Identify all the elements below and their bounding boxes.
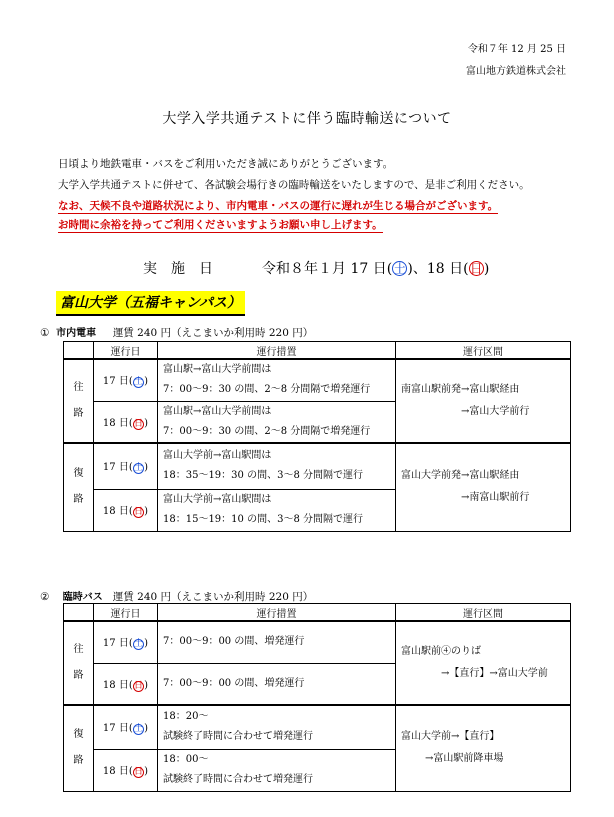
day-cell: 17 日(土) bbox=[94, 359, 158, 401]
intro-line-1: 日頃より地鉄電車・バスをご利用いただき誠にありがとうございます。 bbox=[58, 158, 394, 170]
sunday-mark: 日 bbox=[469, 261, 483, 276]
table-row bbox=[64, 359, 571, 401]
day-cell: 18 日(日) bbox=[94, 401, 158, 443]
table-row bbox=[64, 443, 571, 489]
day-cell: 17 日(土) bbox=[94, 621, 158, 663]
saturday-mark: 土 bbox=[393, 261, 407, 276]
day-cell: 18 日(日) bbox=[94, 489, 158, 531]
campus-heading: 富山大学（五福キャンパス） bbox=[56, 291, 245, 316]
warning-line-1: なお、天候不良や道路状況により、市内電車・バスの運行に遅れが生じる場合がございます。 bbox=[58, 200, 499, 212]
measure-cell: 7：00～9：00 の間、増発運行 bbox=[158, 621, 396, 663]
column-header: 運行日 bbox=[94, 342, 158, 360]
measure-cell: 7：00～9：00 の間、増発運行 bbox=[158, 663, 396, 705]
measure-cell: 富山大学前→富山駅間は 18：15～19：10 の間、3～8 分間隔で運行 bbox=[158, 489, 396, 531]
section-1-heading: ① 市内電車 運賃 240 円（えこまいか利用時 220 円） bbox=[40, 327, 314, 339]
direction-outbound: 往 路 bbox=[64, 621, 94, 705]
measure-cell: 富山大学前→富山駅間は 18：35～19：30 の間、3～8 分間隔で運行 bbox=[158, 443, 396, 489]
day-cell: 17 日(土) bbox=[94, 705, 158, 749]
measure-cell: 18：00～ 試験終了時間に合わせて増発運行 bbox=[158, 749, 396, 791]
column-header: 運行区間 bbox=[396, 604, 571, 622]
day-cell: 18 日(日) bbox=[94, 663, 158, 705]
column-header: 運行区間 bbox=[396, 342, 571, 360]
range-cell: 富山大学前→【直行】 →富山駅前降車場 bbox=[396, 705, 571, 791]
range-cell: 富山大学前発→富山駅経由 →南富山駅前行 bbox=[396, 443, 571, 531]
table-header-row bbox=[64, 342, 571, 360]
section-2-table bbox=[63, 603, 571, 792]
section-2-heading: ② 臨時バス 運賃 240 円（えこまいか利用時 220 円） bbox=[40, 591, 314, 603]
direction-return: 復 路 bbox=[64, 705, 94, 791]
measure-cell: 富山駅→富山大学前間は 7：00～9：30 の間、2～8 分間隔で増発運行 bbox=[158, 359, 396, 401]
range-cell: 富山駅前④のりば →【直行】→富山大学前 bbox=[396, 621, 571, 705]
implementation-label: 実 施 日 bbox=[143, 261, 213, 277]
column-header: 運行措置 bbox=[158, 604, 396, 622]
table-row bbox=[64, 705, 571, 749]
intro-line-2: 大学入学共通テストに併せて、各試験会場行きの臨時輸送をいたしますので、是非ご利用ください。 bbox=[58, 179, 530, 191]
day-cell: 17 日(土) bbox=[94, 443, 158, 489]
section-1-table bbox=[63, 341, 571, 532]
document-date: 令和７年 12 月 25 日 bbox=[467, 44, 566, 55]
table-header-row bbox=[64, 604, 571, 622]
day-cell: 18 日(日) bbox=[94, 749, 158, 791]
warning-line-2: お時間に余裕を持ってご利用くださいますようお願い申し上げます。 bbox=[58, 219, 383, 231]
measure-cell: 18：20～ 試験終了時間に合わせて増発運行 bbox=[158, 705, 396, 749]
direction-outbound: 往 路 bbox=[64, 359, 94, 443]
range-cell: 南富山駅前発→富山駅経由 →富山大学前行 bbox=[396, 359, 571, 443]
company-name: 富山地方鉄道株式会社 bbox=[466, 66, 566, 77]
page-title: 大学入学共通テストに伴う臨時輸送について bbox=[162, 111, 452, 127]
measure-cell: 富山駅→富山大学前間は 7：00～9：30 の間、2～8 分間隔で増発運行 bbox=[158, 401, 396, 443]
implementation-dates: 令和８年１月 17 日(土)、18 日(日) bbox=[262, 261, 490, 277]
direction-return: 復 路 bbox=[64, 443, 94, 531]
table-row bbox=[64, 621, 571, 663]
column-header: 運行日 bbox=[94, 604, 158, 622]
column-header: 運行措置 bbox=[158, 342, 396, 360]
